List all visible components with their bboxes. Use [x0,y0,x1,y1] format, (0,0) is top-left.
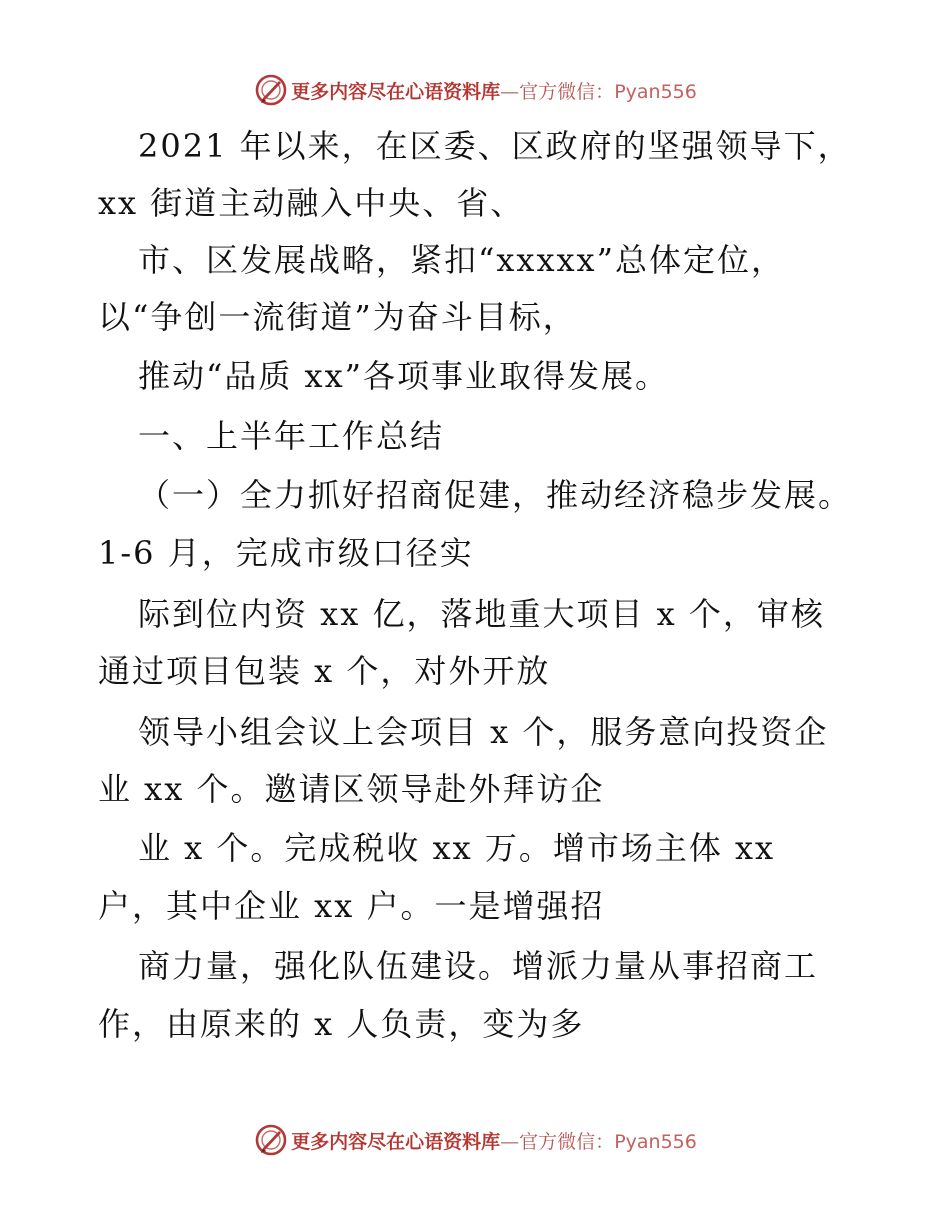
body-line: 2021 年以来，在区委、区政府的坚强领导下， [138,127,852,165]
watermark-main: 更多内容尽在心语资料库 [291,80,501,103]
body-line: 户，其中企业 xx 户。一是增强招 [98,887,605,925]
watermark-wechat-label: 官方微信： [519,1130,615,1153]
watermark-wechat-label: 官方微信： [519,80,615,103]
body-line: 1-6 月，完成市级口径实 [98,534,474,572]
body-line: 市、区发展战略，紧扣“xxxxx”总体定位， [138,241,785,279]
body-line: 推动“品质 xx”各项事业取得发展。 [138,357,669,395]
watermark-wechat-id: Pyan556 [614,80,697,103]
body-line: 领导小组会议上会项目 x 个，服务意向投资企 [138,713,829,751]
watermark-sep: — [500,1130,520,1153]
subsection-heading: （一）全力抓好招商促建，推动经济稳步发展。 [138,476,853,514]
body-line: 际到位内资 xx 亿，落地重大项目 x 个，审核 [138,595,825,633]
watermark-wechat-id: Pyan556 [614,1130,697,1153]
watermark-main: 更多内容尽在心语资料库 [291,1130,501,1153]
body-line: xx 街道主动融入中央、省、 [98,184,525,222]
section-heading: 一、上半年工作总结 [138,417,445,455]
watermark-text [291,1127,697,1154]
footer-watermark [0,1122,950,1158]
body-line: 商力量，强化队伍建设。增派力量从事招商工 [138,947,819,985]
body-line: 业 xx 个。邀请区领导赴外拜访企 [98,770,605,808]
body-line: 以“争创一流街道”为奋斗目标， [98,298,577,336]
watermark-sep: — [500,80,520,103]
body-line: 作，由原来的 x 人负责，变为多 [98,1005,585,1043]
body-line: 业 x 个。完成税收 xx 万。增市场主体 xx [138,829,776,867]
body-line: 通过项目包装 x 个，对外开放 [98,652,551,690]
brand-logo-icon [253,1122,289,1158]
